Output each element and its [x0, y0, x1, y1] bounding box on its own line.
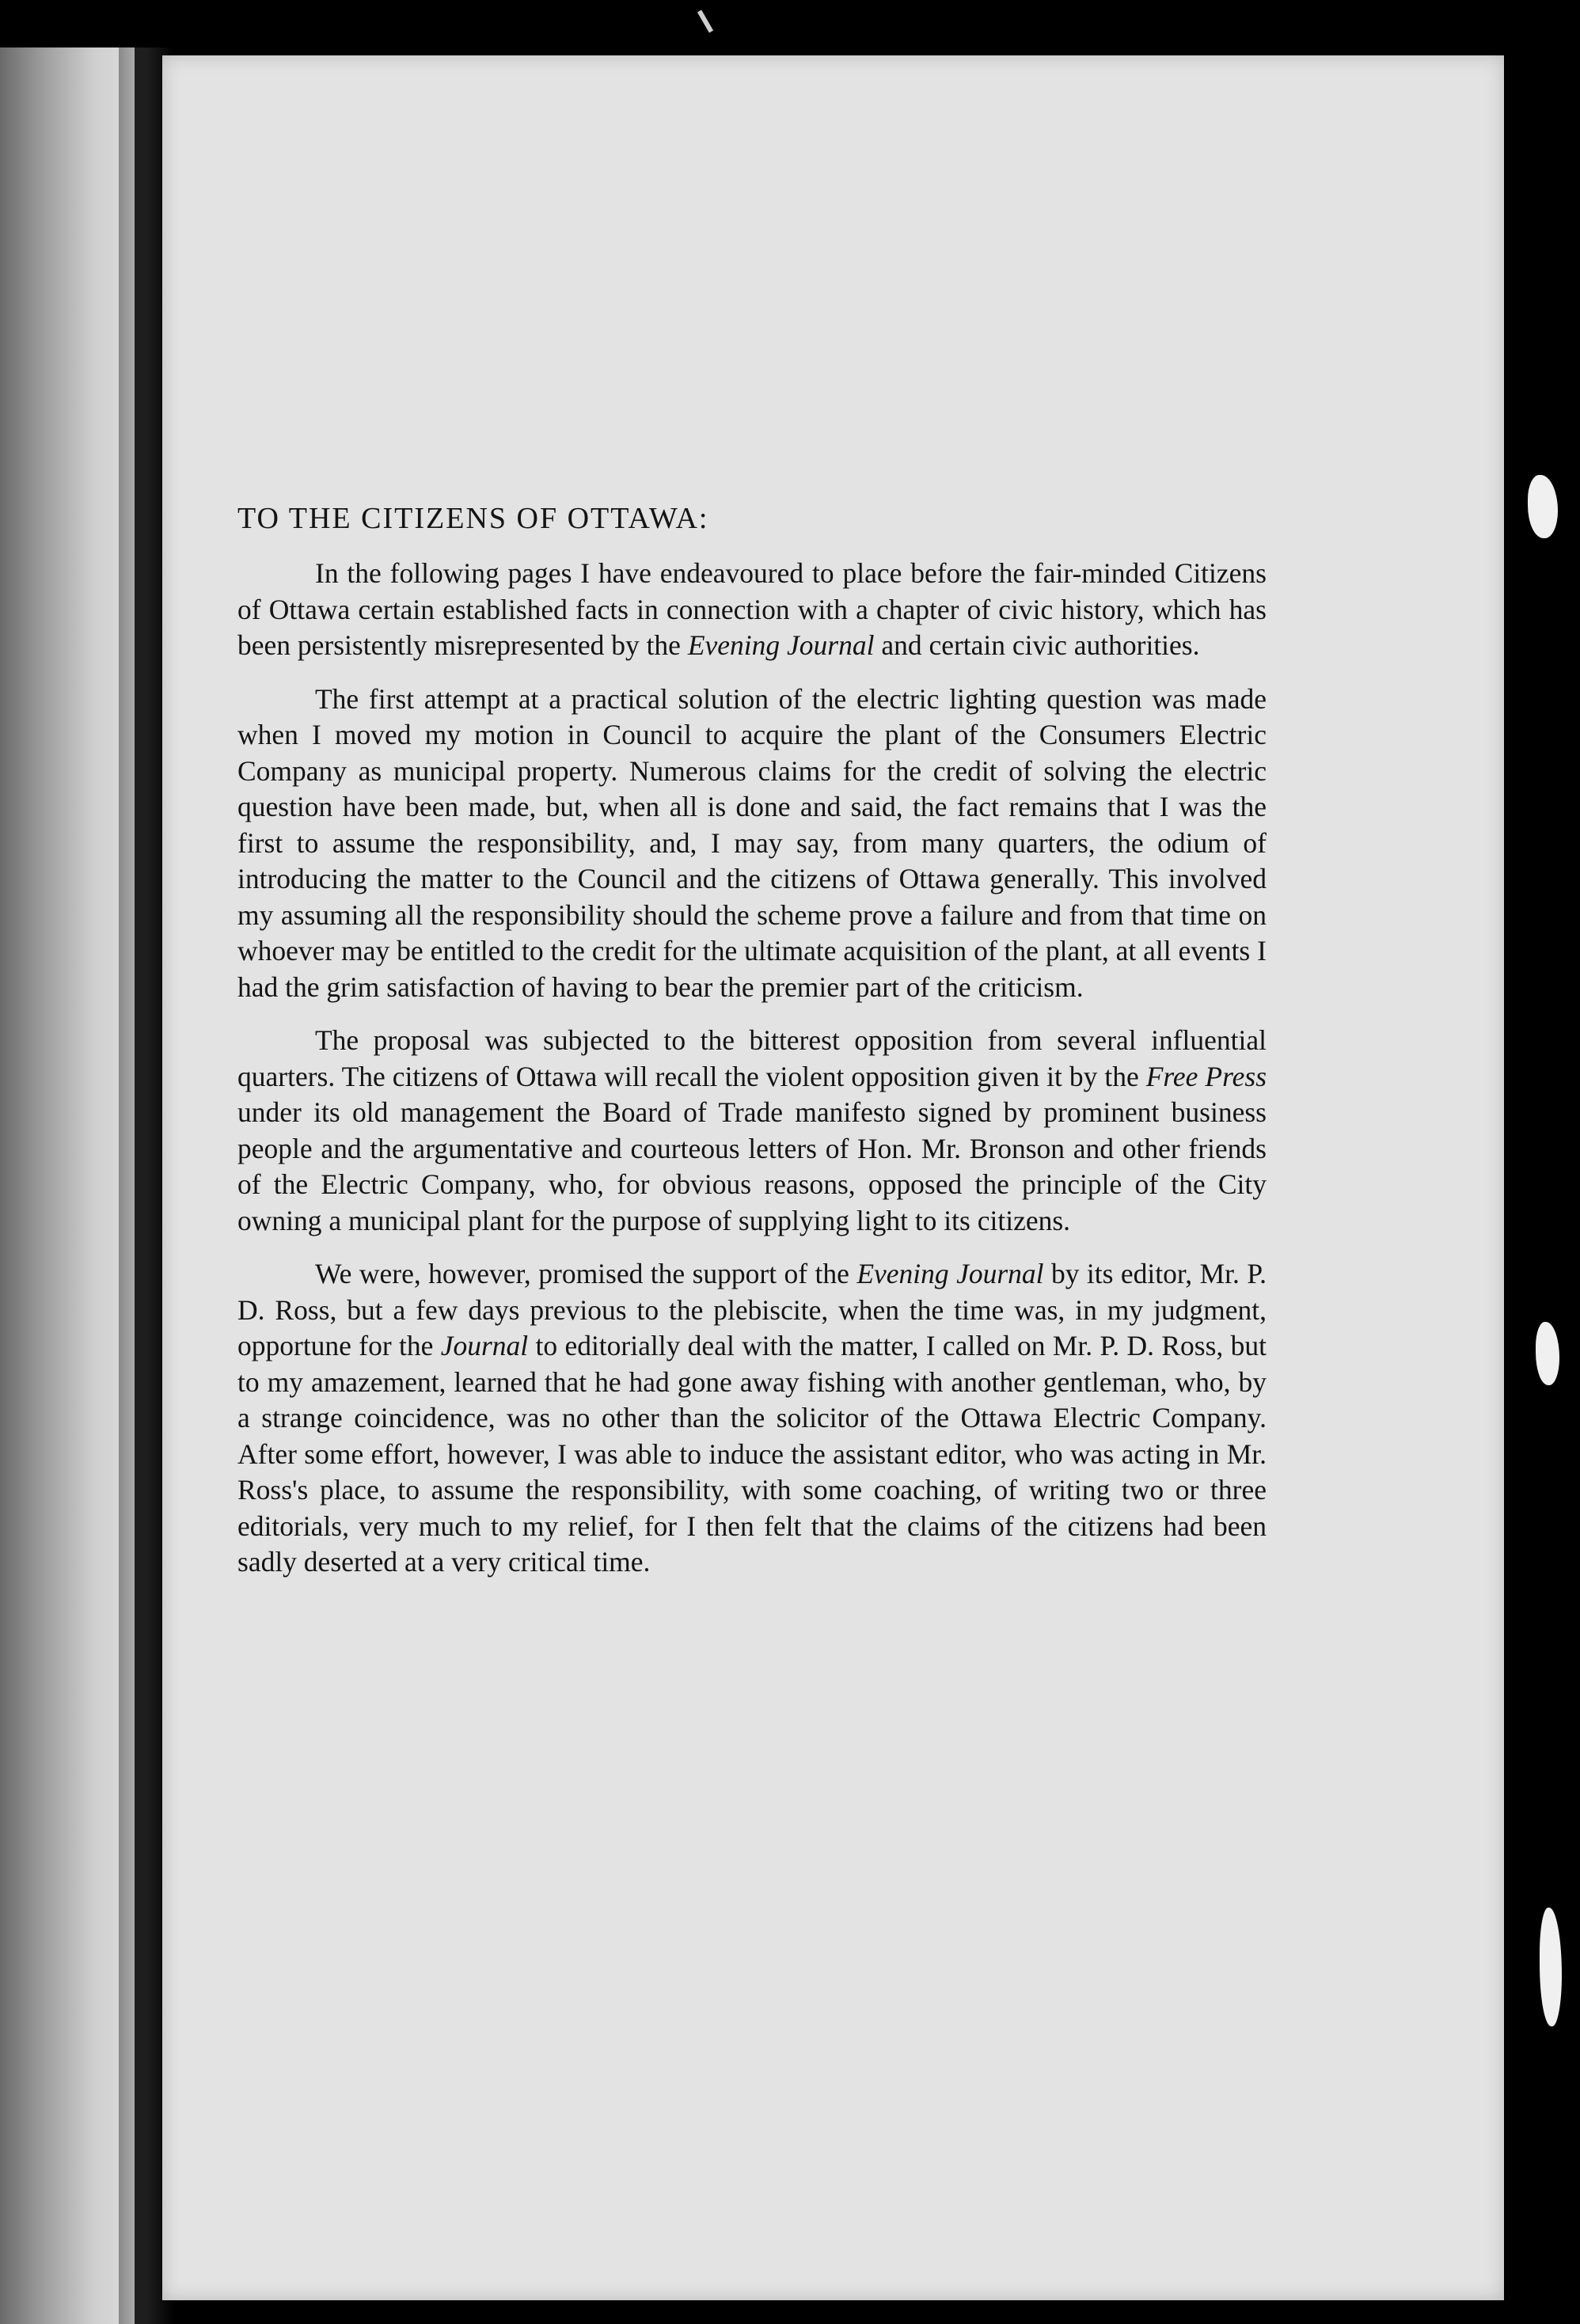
newspaper-title: Free Press — [1145, 1060, 1267, 1092]
paragraph-text: under its old management the Board of Trade manifesto signed by prominent business people and the argumentative and courteous letters of Hon. Mr. Bronson and other friends of the Electric Company, who, for obvious reasons, opposed the principle of the City owning a municipal plant for the purpose of supplying light to its citizens. — [237, 1096, 1267, 1236]
paragraph-text: to editorially deal with the matter, I called on Mr. P. D. Ross, but to my amazement, learned that he had gone away fishing with another gentleman, who, by a strange coincidence, was no other than the solicitor of the Ottawa Electric Company. After some effort, however, I was able to induce the assistant editor, who was acting in Mr. Ross's place, to assume the responsibility, with some coaching, of writing two or three editorials, very much to my relief, for I then felt that the claims of the citizens had been sadly deserted at a very critical time. — [237, 1330, 1267, 1578]
paragraph-1 — [237, 556, 1267, 664]
scan-blemish — [1528, 475, 1558, 538]
newspaper-title: Evening Journal — [687, 629, 875, 661]
scan-blemish — [1540, 1908, 1562, 2026]
facing-page-edge — [0, 47, 135, 2324]
scan-blemish — [1536, 1322, 1559, 1385]
newspaper-title: Evening Journal — [856, 1258, 1044, 1289]
letter-body — [237, 499, 1267, 1598]
salutation: TO THE CITIZENS OF OTTAWA: — [237, 502, 709, 535]
paragraph-text: In the following pages I have endeavoured to place before the fair-minded Citizens of Ottawa certain established facts in connection with a chapter of civic history, which has been persistently misrepresented by the — [237, 557, 1267, 661]
paragraph-4 — [237, 1256, 1267, 1581]
paragraph-text: and certain civic authorities. — [874, 629, 1200, 661]
scan-mark — [697, 10, 713, 33]
paragraph-2 — [237, 682, 1267, 1006]
newspaper-title: Journal — [440, 1330, 529, 1361]
paragraph-text: We were, however, promised the support of the — [315, 1258, 857, 1289]
paragraph-text: The first attempt at a practical solution of the electric lighting question was made when I moved my motion in Council to acquire the plant of the Consumers Electric Company as municipal property. Numerous claims for the credit of solving the electric question have been made, but, when all is done and said, the fact remains that I was the first to assume the responsibility, and, I may say, from many quarters, the odium of introducing the matter to the Council and the citizens of Ottawa generally. This involved my assuming all the responsibility should the scheme prove a failure and from that time on whoever may be entitled to the credit for the ultimate acquisition of the plant, at all events I had the grim satisfaction of having to bear the premier part of the criticism. — [237, 682, 1267, 1003]
paragraph-text: by its editor, Mr. P. D. Ross, but a few days previous to the plebiscite, when the time was, in my judgment, opportune for the — [237, 1258, 1267, 1361]
paragraph-3 — [237, 1023, 1267, 1239]
paragraph-text: The proposal was subjected to the bitterest opposition from several influential quarters. The citizens of Ottawa will recall the violent opposition given it by the — [237, 1024, 1267, 1092]
